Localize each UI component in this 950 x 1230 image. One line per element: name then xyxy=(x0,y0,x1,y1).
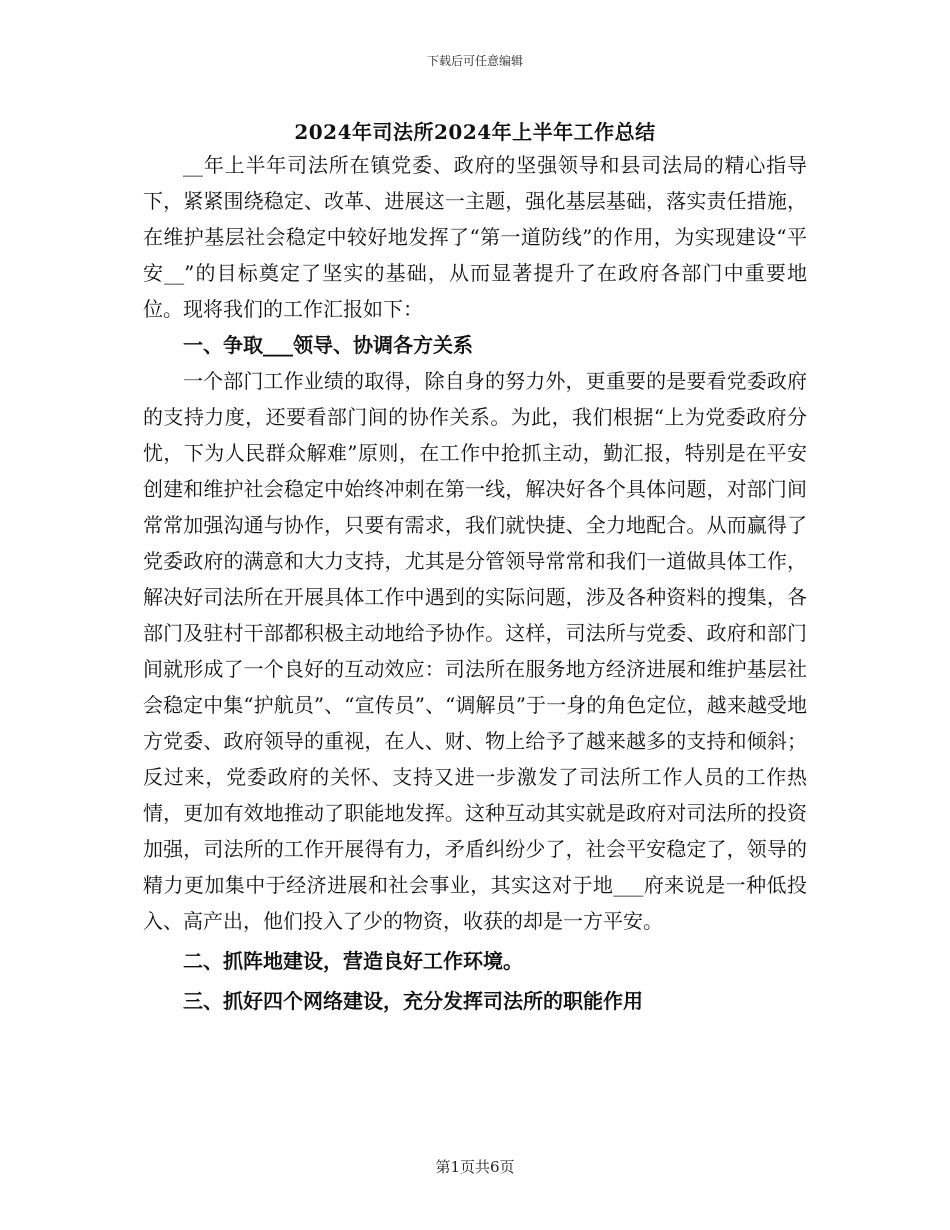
document-body xyxy=(143,147,807,1019)
intro-paragraph: __年上半年司法所在镇党委、政府的坚强领导和县司法局的精心指导下，紧紧围绕稳定、改革、进展这一主题，强化基层基础，落实责任措施，在维护基层社会稳定中较好地发挥了“第一道防线”的作用，为实现建设“平安__”的目标奠定了坚实的基础，从而显著提升了在政府各部门中重要地位。现将我们的工作汇报如下： xyxy=(143,153,807,321)
section-2-heading: 二、抓阵地建设，营造良好工作环境。 xyxy=(183,949,523,973)
section-1-paragraph: 一个部门工作业绩的取得，除自身的努力外，更重要的是要看党委政府的支持力度，还要看部门间的协作关系。为此，我们根据“上为党委政府分忧，下为人民群众解难”原则，在工作中抢抓主动，勤汇报，特别是在平安创建和维护社会稳定中始终冲刺在第一线，解决好各个具体问题，对部门间常常加强沟通与协作，只要有需求，我们就快捷、全力地配合。从而赢得了党委政府的满意和大力支持，尤其是分管领导常常和我们一道做具体工作，解决好司法所在开展具体工作中遇到的实际问题，涉及各种资料的搜集，各部门及驻村干部都积极主动地给予协作。这样，司法所与党委、政府和部门间就形成了一个良好的互动效应：司法所在服务地方经济进展和维护基层社会稳定中集“护航员”、“宣传员”、“调解员”于一身的角色定位，越来越受地方党委、政府领导的重视，在人、财、物上给予了越来越多的支持和倾斜；反过来，党委政府的关怀、支持又进一步激发了司法所工作人员的工作热情，更加有效地推动了职能地发挥。这种互动其实就是政府对司法所的投资加强，司法所的工作开展得有力，矛盾纠纷少了，社会平安稳定了，领导的精力更加集中于经济进展和社会事业，其实这对于地___府来说是一种低投入、高产出，他们投入了少的物资，收获的却是一方平安。 xyxy=(143,369,807,933)
header-note: 下载后可任意编辑 xyxy=(426,54,523,68)
document-title: 2024年司法所2024年上半年工作总结 xyxy=(294,120,656,144)
section-1-heading: 一、争取___领导、协调各方关系 xyxy=(183,333,473,357)
page-number-footer: 第1页共6页 xyxy=(435,1158,515,1176)
section-3-heading: 三、抓好四个网络建设，充分发挥司法所的职能作用 xyxy=(183,989,643,1013)
